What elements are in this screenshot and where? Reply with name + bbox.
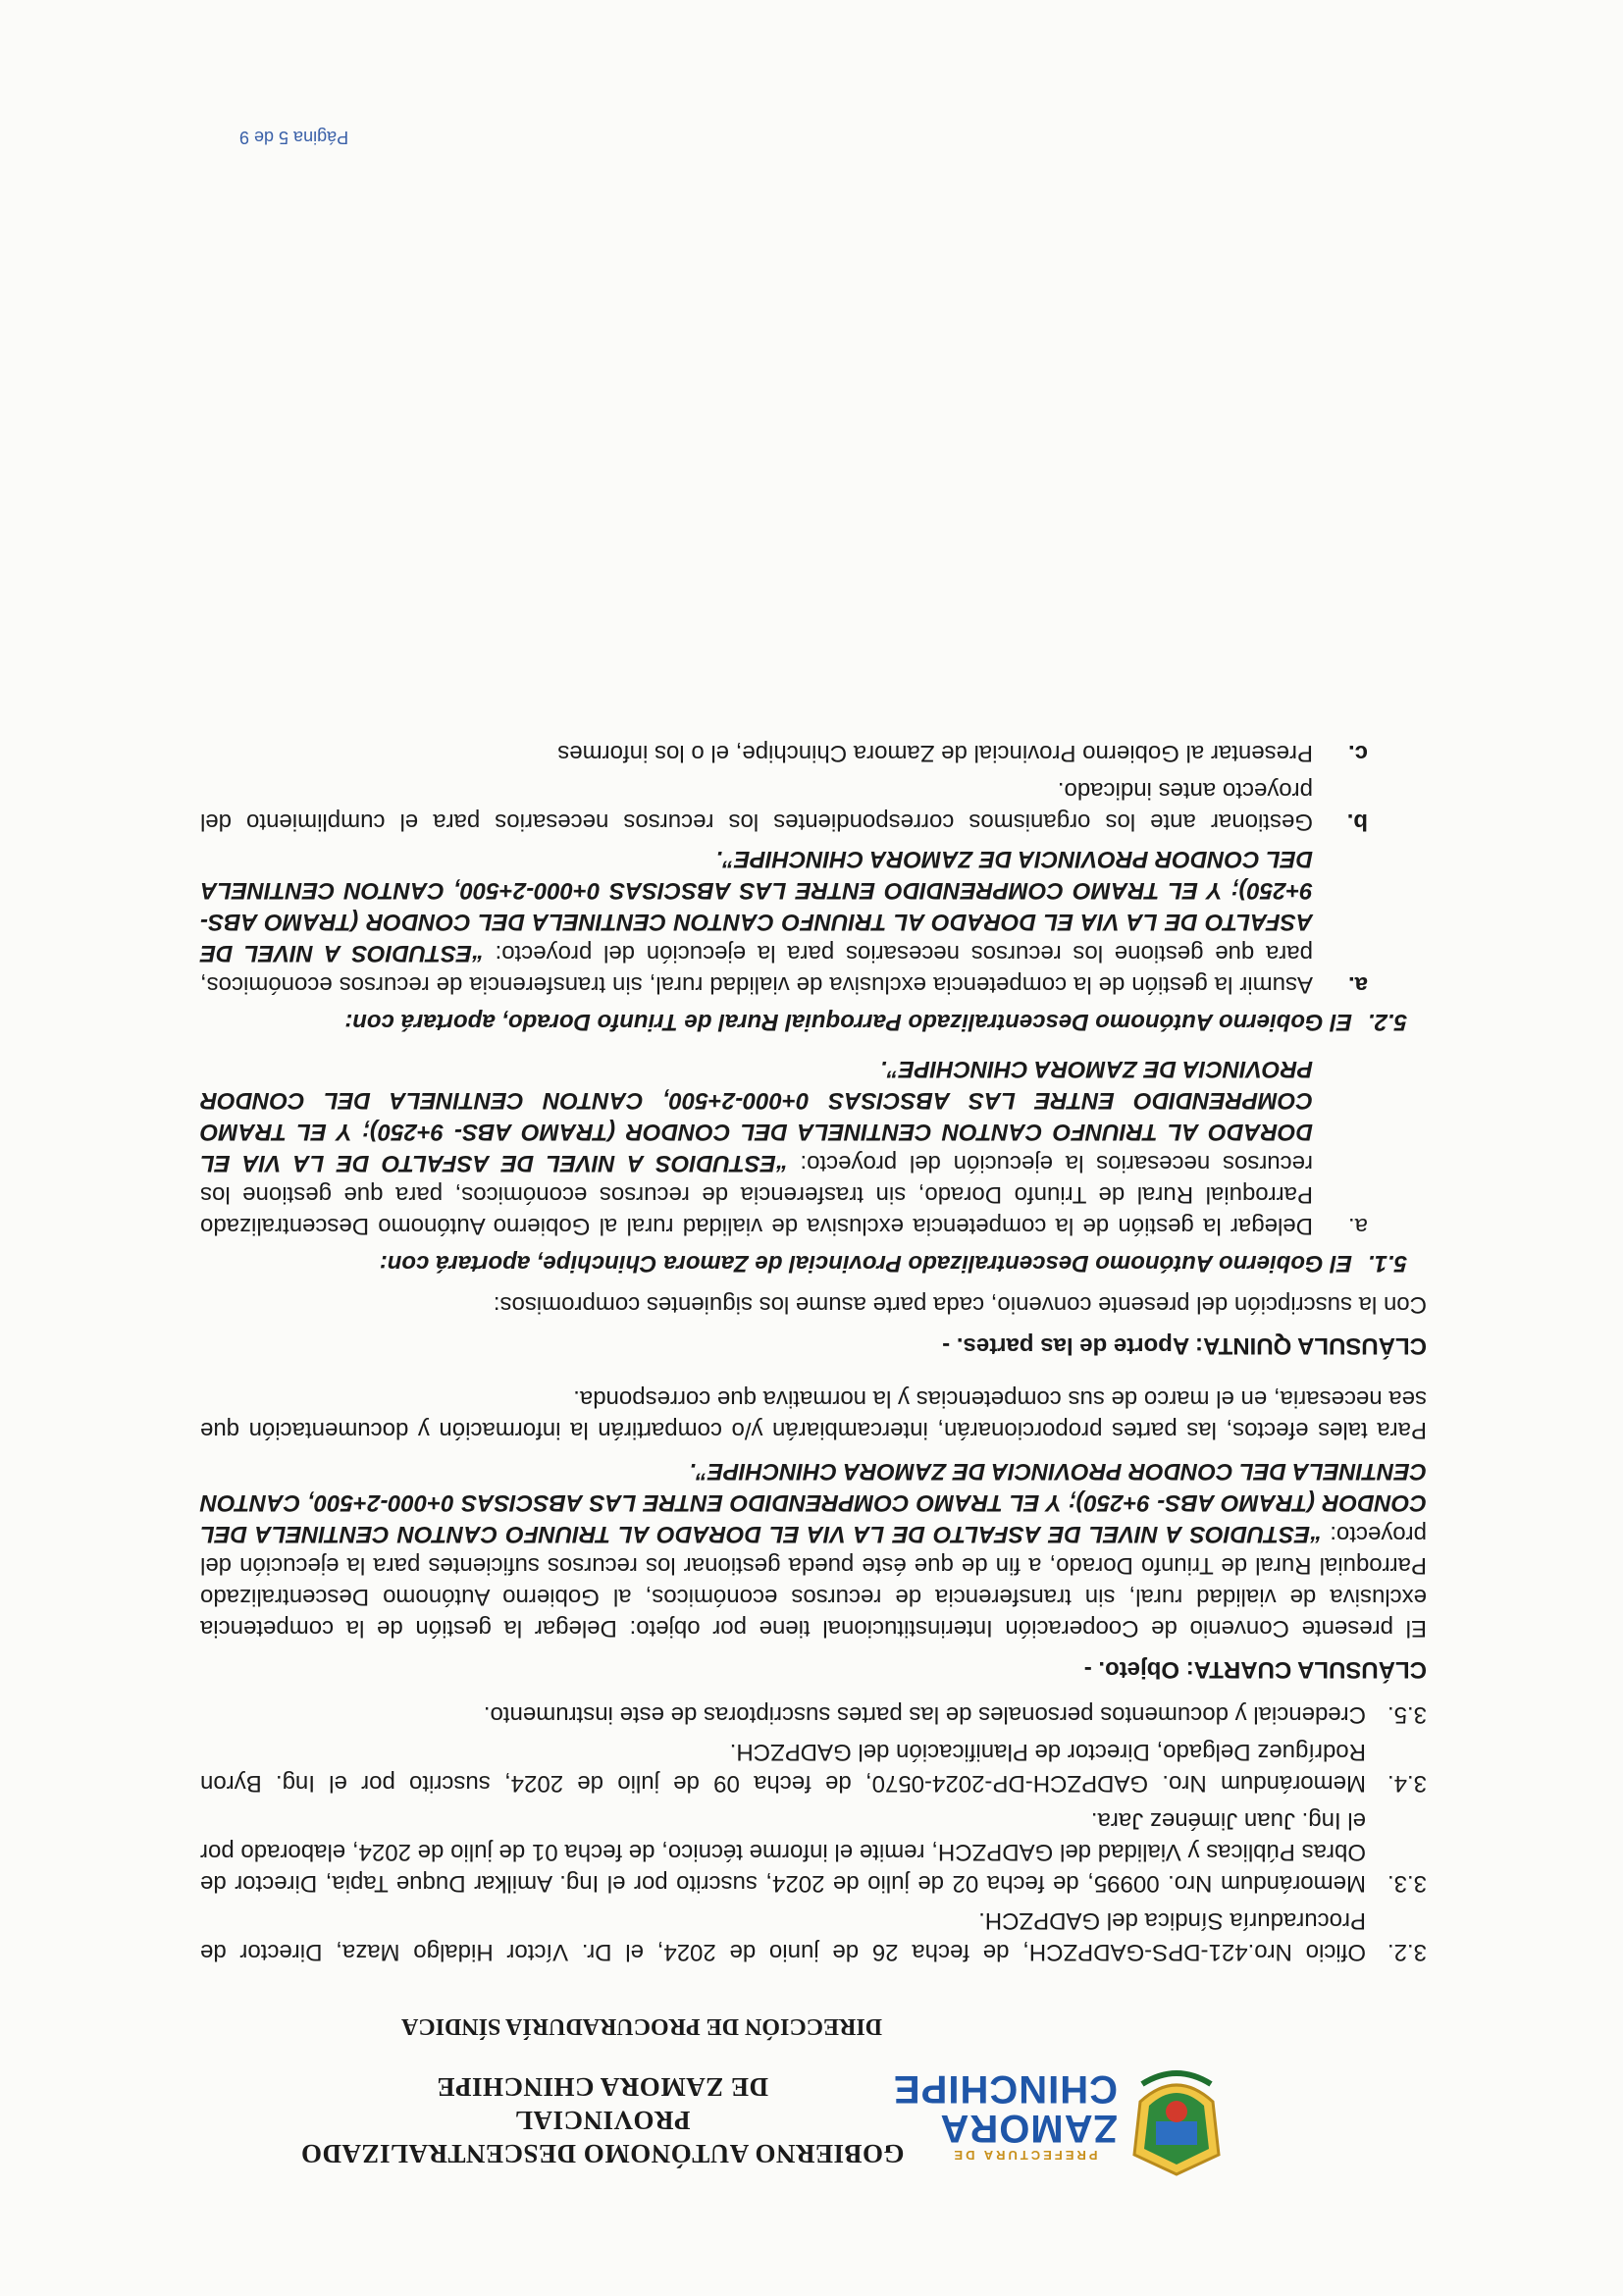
item-text: Credencial y documentos personales de las partes suscriptoras de este instrumento. [483, 1701, 1366, 1728]
item-letter: a. [1347, 971, 1368, 998]
numbered-item [200, 1804, 1427, 1899]
section-number: 5.2. [1367, 1009, 1407, 1035]
project-name: “ESTUDIOS A NIVEL DE ASFALTO DE LA VIA EL DORADO AL TRIUNFO CANTON CENTINELA DEL CONDOR (TRAMO ABS- 9+250); Y EL TRAMO COMPRENDIDO ENTRE LAS ABSCISAS 0+000-2+500, CANTON CENTINELA DEL CONDOR PROVINCIA DE ZAMORA CHINCHIPE”. [199, 1458, 1427, 1547]
section-5-2-item-c [200, 737, 1368, 768]
brand-prefectura-label: PREFECTURA DE [951, 2148, 1098, 2163]
item-text: Oficio Nro.421-DPS-GADPZCH, de fecha 26 de junio de 2024, el Dr. Víctor Hidalgo Maza, Director de Procuraduría Síndica del GADPZCH. [200, 1907, 1366, 1965]
department-subtitle: DIRECCIÓN DE PROCURADURÍA SÍNDICA [400, 2013, 883, 2039]
section-5-2-item-b [200, 774, 1368, 837]
document-body [200, 731, 1427, 1967]
clausula-cuarta-paragraph [200, 1455, 1427, 1644]
numbered-item [200, 1698, 1427, 1730]
section-5-1-item-a [200, 1053, 1368, 1241]
item-text: Memorándum Nro. 00995, de fecha 02 de julio de 2024, suscrito por el Ing. Amilkar Duque Tapia, Director de Obras Públicas y Vialidad del GADPZCH, remite el informe técnico, de fecha 01 de julio de 2024, elaborado por el Ing. Juan Jiménez Jara. [200, 1807, 1366, 1897]
brand-chinchipe-label: CHINCHIPE [892, 2067, 1118, 2111]
item-text: Delegar la gestión de la competencia exclusiva de vialidad rural al Gobierno Autónomo Descentralizado Parroquial Rural de Triunfo Dorado, sin trasferencia de recursos económicos, para que gestione los recursos necesarios la ejecución del proyecto: [200, 1150, 1313, 1239]
clausula-cuarta-heading: CLÁUSULA CUARTA: Objeto. - [1083, 1656, 1427, 1683]
item-letter: c. [1347, 740, 1368, 766]
clausula-cuarta-efectos: Para tales efectos, las partes proporcionarán, intercambiarán y/o compartirán la información y documentación que sea necesaria, en el marco de sus competencias y la normativa que corresponda. [200, 1385, 1427, 1443]
objeto-text: El presente Convenio de Cooperación Interinstitucional tiene por objeto: Delegar la gestión de la competencia exclusiva de vialidad rural, sin transferencia de recursos económicos, al Gobierno Autónomo Descentralizado Parroquial Rural de Triunfo Dorado, a fin de que éste pueda gestionar los recursos suficientes para la ejecución del proyecto: [200, 1521, 1427, 1642]
section-title: El Gobierno Autónomo Descentralizado Parroquial Rural de Triunfo Dorado, aportará con: [344, 1009, 1352, 1035]
item-text: Presentar al Gobierno Provincial de Zamora Chinchipe, el o los informes [557, 740, 1313, 766]
section-5-2-heading [200, 1006, 1407, 1037]
item-number: 3.5. [1387, 1701, 1427, 1728]
section-5-1-heading [200, 1247, 1407, 1278]
institution-title-line2: DE ZAMORA CHINCHIPE [436, 2072, 769, 2102]
numbered-item [200, 1736, 1427, 1799]
prefectura-coat-of-arms-logo [1123, 2061, 1230, 2178]
item-letter: a. [1347, 1213, 1368, 1239]
section-number: 5.1. [1367, 1250, 1407, 1277]
item-number: 3.4. [1387, 1770, 1427, 1797]
institution-title [288, 2070, 916, 2170]
item-letter: b. [1346, 809, 1368, 835]
item-text: Memorándum Nro. GADPZCH-DP-2024-0570, de fecha 09 de julio de 2024, suscrito por el Ing. Byron Rodríguez Delgado, Director de Planificación del GADPZCH. [200, 1739, 1366, 1797]
section-title: El Gobierno Autónomo Descentralizado Provincial de Zamora Chinchipe, aportará con: [379, 1250, 1352, 1277]
item-text: Gestionar ante los organismos correspondientes los recursos necesarios para el cumplimiento del proyecto antes indicado. [200, 777, 1313, 835]
clausula-quinta-heading: CLÁUSULA QUINTA: Aporte de las partes. - [942, 1332, 1427, 1359]
numbered-item [200, 1905, 1427, 1967]
clausula-quinta-intro: Con la suscripción del presente convenio, cada parte asume los siguientes compromisos: [493, 1291, 1427, 1318]
prefectura-brand [892, 2067, 1118, 2163]
item-text: Asumir la gestión de la competencia exclusiva de vialidad rural, sin transferencia de recursos económicos, para que gestione los recursos necesarios para la ejecución del proyecto: [200, 940, 1313, 998]
section-5-2-item-a [200, 843, 1368, 1000]
brand-zamora-label: ZAMORA [939, 2107, 1118, 2150]
project-name: “ESTUDIOS A NIVEL DE ASFALTO DE LA VIA EL DORADO AL TRIUNFO CANTON CENTINELA DEL CONDOR (TRAMO ABS- 9+250); Y EL TRAMO COMPRENDIDO ENTRE LAS ABSCISAS 0+000-2+500, CANTON CENTINELA DEL CONDOR PROVINCIA DE ZAMORA CHINCHIPE”. [200, 846, 1313, 966]
institution-title-line1: GOBIERNO AUTÓNOMO DESCENTRALIZADO PROVINCIAL [300, 2106, 905, 2168]
page-number: Página 5 de 9 [239, 128, 349, 147]
project-name: “ESTUDIOS A NIVEL DE ASFALTO DE LA VIA EL DORADO AL TRIUNFO CANTON CENTINELA DEL CONDOR (TRAMO ABS- 9+250); Y EL TRAMO COMPRENDIDO ENTRE LAS ABSCISAS 0+000-2+500, CANTON CENTINELA DEL CONDOR PROVINCIA DE ZAMORA CHINCHIPE”. [199, 1056, 1313, 1176]
item-number: 3.2. [1387, 1939, 1427, 1965]
item-number: 3.3. [1387, 1870, 1427, 1897]
letterhead [102, 2011, 1505, 2178]
